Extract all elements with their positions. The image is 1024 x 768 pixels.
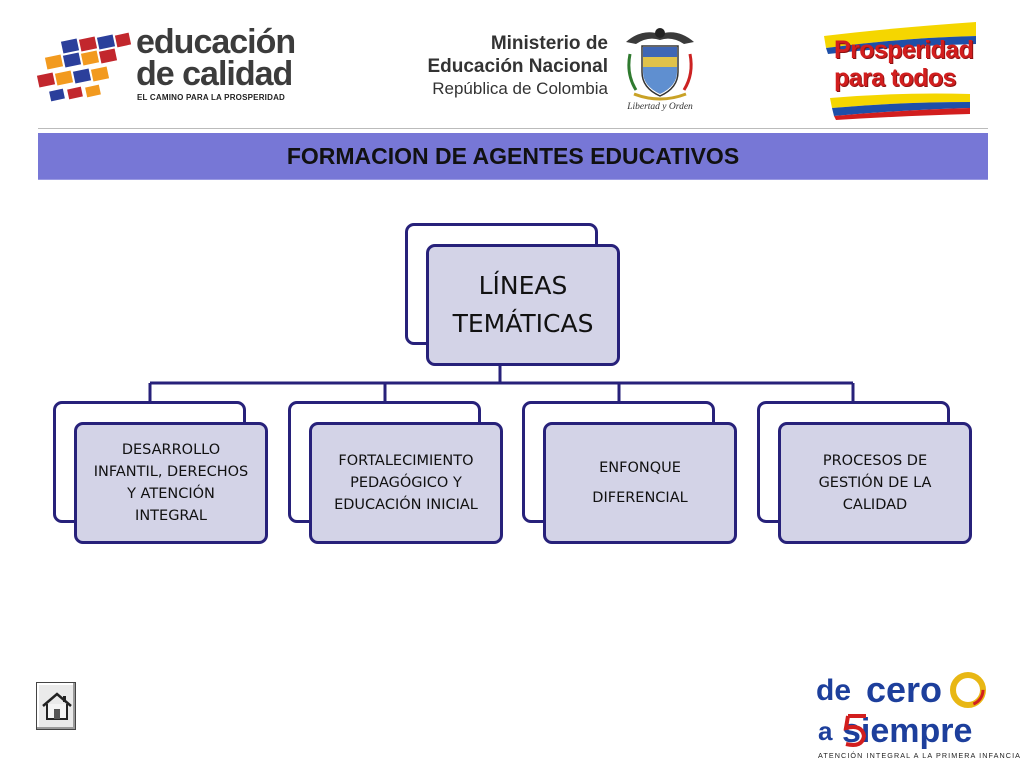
home-icon (41, 691, 73, 721)
prosperidad-line2: para todos (834, 64, 956, 92)
header-divider (38, 128, 988, 129)
ministerio-line2: Educación Nacional (427, 56, 608, 77)
child-node-1-line3: Y ATENCIÓN (127, 486, 215, 502)
child-node-2 (309, 422, 503, 544)
de-cero-a-siempre-wordmark (806, 668, 1018, 752)
coat-of-arms-icon (622, 24, 698, 104)
root-node-line1: LÍNEAS (478, 271, 568, 300)
edu-logo-line1: educación (136, 23, 296, 61)
de-cero-a-siempre-logo (806, 668, 1022, 764)
colombia-coat-of-arms (622, 24, 698, 116)
banner-title: FORMACION DE AGENTES EDUCATIVOS (286, 143, 740, 169)
svg-text:cero: cero (866, 669, 943, 710)
child-node-3-line1: ENFONQUE (599, 460, 681, 476)
child-node-3 (543, 422, 737, 544)
root-node (426, 244, 620, 366)
svg-text:siempre: siempre (842, 712, 973, 750)
cero-logo-tagline: ATENCIÓN INTEGRAL A LA PRIMERA INFANCIA (818, 751, 1022, 760)
cubes-logo-icon (36, 32, 132, 104)
educacion-de-calidad-logo (36, 23, 306, 106)
child-node-1-line2: INFANTIL, DERECHOS (93, 464, 249, 480)
child-node-2-line3: EDUCACIÓN INICIAL (334, 497, 478, 513)
ministerio-line1: Ministerio de (490, 33, 608, 54)
root-node-line2: TEMÁTICAS (452, 309, 594, 338)
prosperidad-logo (820, 22, 980, 120)
ministerio-logo (418, 32, 608, 102)
child-node-4-line1: PROCESOS DE (822, 453, 928, 469)
edu-logo-tagline: EL CAMINO PARA LA PROSPERIDAD (137, 93, 286, 102)
shield-motto: Libertad y Orden (627, 102, 693, 112)
ministerio-line3: República de Colombia (432, 79, 608, 98)
svg-text:de: de (816, 674, 852, 707)
child-node-2-line2: PEDAGÓGICO Y (350, 475, 462, 491)
child-node-4-line3: CALIDAD (842, 497, 908, 513)
child-node-3-line2: DIFERENCIAL (592, 490, 688, 506)
child-node-4 (778, 422, 972, 544)
prosperidad-line1: Prosperidad (834, 36, 974, 64)
title-banner (38, 133, 988, 180)
child-node-1 (74, 422, 268, 544)
child-node-2-line1: FORTALECIMIENTO (338, 453, 474, 469)
child-node-1-line4: INTEGRAL (135, 508, 207, 524)
child-node-4-line2: GESTIÓN DE LA (818, 475, 932, 491)
child-node-1-line1: DESARROLLO (121, 442, 221, 458)
svg-text:a: a (818, 716, 833, 746)
edu-logo-line2: de calidad (136, 55, 293, 93)
home-button[interactable] (36, 682, 76, 730)
